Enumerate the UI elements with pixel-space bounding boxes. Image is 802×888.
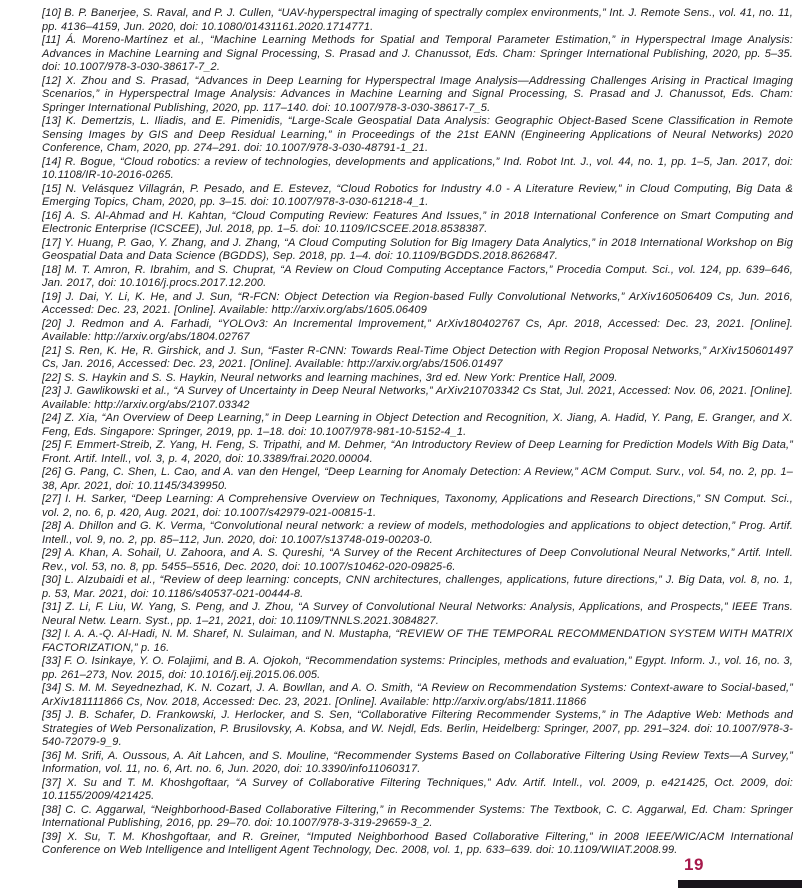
reference-entry: [19] J. Dai, Y. Li, K. He, and J. Sun, “R-FCN: Object Detection via Region-based Fully Convolutional Networks,” ArXiv160506409 Cs, Jun. 2016, Accessed: Dec. 23, 2021. [Online]. Available: http://arxiv.org/abs/1605.06409 [42,290,793,316]
reference-entry: [17] Y. Huang, P. Gao, Y. Zhang, and J. Zhang, “A Cloud Computing Solution for Big Imagery Data Analytics,” in 2018 International Workshop on Big Geospatial Data and Data Science (BGDDS), Sep. 2018, pp. 1–4. doi: 10.1109/BGDDS.2018.8626847. [42,236,793,262]
reference-entry: [14] R. Bogue, “Cloud robotics: a review of technologies, developments and applications,” Ind. Robot Int. J., vol. 44, no. 1, pp. 1–5, Jan. 2017, doi: 10.1108/IR-10-2016-0265. [42,155,793,181]
reference-entry: [36] M. Srifi, A. Oussous, A. Ait Lahcen, and S. Mouline, “Recommender Systems Based on Collaborative Filtering Using Review Texts—A Survey,” Information, vol. 11, no. 6, Art. no. 6, Jun. 2020, doi: 10.3390/info11060317. [42,749,793,775]
reference-entry: [21] S. Ren, K. He, R. Girshick, and J. Sun, “Faster R-CNN: Towards Real-Time Object Detection with Region Proposal Networks,” ArXiv150601497 Cs, Jan. 2016, Accessed: Dec. 23, 2021. [Online]. Available: http://arxiv.org/abs/1506.01497 [42,344,793,370]
reference-entry: [26] G. Pang, C. Shen, L. Cao, and A. van den Hengel, “Deep Learning for Anomaly Detection: A Review,” ACM Comput. Surv., vol. 54, no. 2, pp. 1–38, Apr. 2021, doi: 10.1145/3439950. [42,466,793,492]
reference-entry: [13] K. Demertzis, L. Iliadis, and E. Pimenidis, “Large-Scale Geospatial Data Analysis: Geographic Object-Based Scene Classification in Remote Sensing Images by GIS and Deep Residual Learning,” in Proceedings of the 21st EANN (Engineering Applications of Neural Networks) 2020 Conference, Cham, 2020, pp. 274–291. doi: 10.1007/978-3-030-48791-1_21. [42,115,793,154]
reference-entry: [11] Á. Moreno-Martínez et al., “Machine Learning Methods for Spatial and Temporal Parameter Estimation,” in Hyperspectral Image Analysis: Advances in Machine Learning and Signal Processing, S. Prasad and J. Chanussot, Eds. Cham: Springer International Publishing, 2020, pp. 5–35. doi: 10.1007/978-3-030-38617-7_2. [42,34,793,73]
reference-entry: [29] A. Khan, A. Sohail, U. Zahoora, and A. S. Qureshi, “A Survey of the Recent Architectures of Deep Convolutional Neural Networks,” Artif. Intell. Rev., vol. 53, no. 8, pp. 5455–5516, Dec. 2020, doi: 10.1007/s10462-020-09825-6. [42,547,793,573]
reference-entry: [20] J. Redmon and A. Farhadi, “YOLOv3: An Incremental Improvement,” ArXiv180402767 Cs, Apr. 2018, Accessed: Dec. 23, 2021. [Online]. Available: http://arxiv.org/abs/1804.02767 [42,317,793,343]
reference-entry: [34] S. M. M. Seyednezhad, K. N. Cozart, J. A. Bowllan, and A. O. Smith, “A Review on Recommendation Systems: Context-aware to Social-based,” ArXiv181111866 Cs, Nov. 2018, Accessed: Dec. 23, 2021. [Online]. Available: http://arxiv.org/abs/1811.11866 [42,682,793,708]
reference-entry: [12] X. Zhou and S. Prasad, “Advances in Deep Learning for Hyperspectral Image Analysis—Addressing Challenges Arising in Practical Imaging Scenarios,” in Hyperspectral Image Analysis: Advances in Machine Learning and Signal Processing, S. Prasad and J. Chanussot, Eds. Cham: Springer International Publishing, 2020, pp. 117–140. doi: 10.1007/978-3-030-38617-7_5. [42,74,793,114]
reference-entry: [32] I. A. A.-Q. Al-Hadi, N. M. Sharef, N. Sulaiman, and N. Mustapha, “REVIEW OF THE TEMPORAL RECOMMENDATION SYSTEM WITH MATRIX FACTORIZATION,” p. 16. [42,628,793,654]
reference-entry: [22] S. S. Haykin and S. S. Haykin, Neural networks and learning machines, 3rd ed. New York: Prentice Hall, 2009. [42,371,618,384]
reference-entry: [31] Z. Li, F. Liu, W. Yang, S. Peng, and J. Zhou, “A Survey of Convolutional Neural Networks: Analysis, Applications, and Prospects,” IEEE Trans. Neural Netw. Learn. Syst., pp. 1–21, 2021, doi: 10.1109/TNNLS.2021.3084827. [42,601,793,627]
reference-entry: [18] M. T. Amron, R. Ibrahim, and S. Chuprat, “A Review on Cloud Computing Acceptance Factors,” Procedia Comput. Sci., vol. 124, pp. 639–646, Jan. 2017, doi: 10.1016/j.procs.2017.12.200. [42,263,793,289]
page-number: 19 [684,855,704,874]
reference-entry: [30] L. Alzubaidi et al., “Review of deep learning: concepts, CNN architectures, challenges, applications, future directions,” J. Big Data, vol. 8, no. 1, p. 53, Mar. 2021, doi: 10.1186/s40537-021-00444-8. [42,574,793,600]
reference-entry: [33] F. O. Isinkaye, Y. O. Folajimi, and B. A. Ojokoh, “Recommendation systems: Principles, methods and evaluation,” Egypt. Inform. J., vol. 16, no. 3, pp. 261–273, Nov. 2015, doi: 10.1016/j.eij.2015.06.005. [42,655,793,681]
references-list [42,7,793,858]
reference-entry: [10] B. P. Banerjee, S. Raval, and P. J. Cullen, “UAV-hyperspectral imaging of spectrally complex environments,” Int. J. Remote Sens., vol. 41, no. 11, pp. 4136–4159, Jun. 2020, doi: 10.1080/01431161.2020.1714771. [42,7,793,33]
reference-entry: [35] J. B. Schafer, D. Frankowski, J. Herlocker, and S. Sen, “Collaborative Filtering Recommender Systems,” in The Adaptive Web: Methods and Strategies of Web Personalization, P. Brusilovsky, A. Kobsa, and W. Nejdl, Eds. Berlin, Heidelberg: Springer, 2007, pp. 291–324. doi: 10.1007/978-3-540-72079-9_9. [42,709,793,748]
reference-entry: [23] J. Gawlikowski et al., “A Survey of Uncertainty in Deep Neural Networks,” ArXiv210703342 Cs Stat, Jul. 2021, Accessed: Nov. 06, 2021. [Online]. Available: http://arxiv.org/abs/2107.03342 [42,385,793,411]
reference-entry: [28] A. Dhillon and G. K. Verma, “Convolutional neural network: a review of models, methodologies and applications to object detection,” Prog. Artif. Intell., vol. 9, no. 2, pp. 85–112, Jun. 2020, doi: 10.1007/s13748-019-00203-0. [42,520,793,546]
reference-entry: [16] A. S. Al-Ahmad and H. Kahtan, “Cloud Computing Review: Features And Issues,” in 2018 International Conference on Smart Computing and Electronic Enterprise (ICSCEE), Jul. 2018, pp. 1–5. doi: 10.1109/ICSCEE.2018.8538387. [42,209,793,235]
reference-entry: [15] N. Velásquez Villagrán, P. Pesado, and E. Estevez, “Cloud Robotics for Industry 4.0 - A Literature Review,” in Cloud Computing, Big Data & Emerging Topics, Cham, 2020, pp. 3–15. doi: 10.1007/978-3-030-61218-4_1. [42,182,793,208]
reference-entry: [38] C. C. Aggarwal, “Neighborhood-Based Collaborative Filtering,” in Recommender Systems: The Textbook, C. C. Aggarwal, Ed. Cham: Springer International Publishing, 2016, pp. 29–70. doi: 10.1007/978-3-319-29659-3_2. [42,803,793,829]
reference-entry: [27] I. H. Sarker, “Deep Learning: A Comprehensive Overview on Techniques, Taxonomy, Applications and Research Directions,” SN Comput. Sci., vol. 2, no. 6, p. 420, Aug. 2021, doi: 10.1007/s42979-021-00815-1. [42,493,793,519]
reference-entry: [37] X. Su and T. M. Khoshgoftaar, “A Survey of Collaborative Filtering Techniques,” Adv. Artif. Intell., vol. 2009, p. e421425, Oct. 2009, doi: 10.1155/2009/421425. [42,776,793,802]
reference-entry: [25] F. Emmert-Streib, Z. Yang, H. Feng, S. Tripathi, and M. Dehmer, “An Introductory Review of Deep Learning for Prediction Models With Big Data,” Front. Artif. Intell., vol. 3, p. 4, 2020, doi: 10.3389/frai.2020.00004. [42,439,793,465]
reference-entry: [39] X. Su, T. M. Khoshgoftaar, and R. Greiner, “Imputed Neighborhood Based Collaborative Filtering,” in 2008 IEEE/WIC/ACM International Conference on Web Intelligence and Intelligent Agent Technology, Dec. 2008, vol. 1, pp. 633–639. doi: 10.1109/WIIAT.2008.99. [42,830,793,856]
bottom-edge-bar [678,880,802,888]
reference-entry: [24] Z. Xia, “An Overview of Deep Learning,” in Deep Learning in Object Detection and Recognition, X. Jiang, A. Hadid, Y. Pang, E. Granger, and X. Feng, Eds. Singapore: Springer, 2019, pp. 1–18. doi: 10.1007/978-981-10-5152-4_1. [42,412,793,438]
